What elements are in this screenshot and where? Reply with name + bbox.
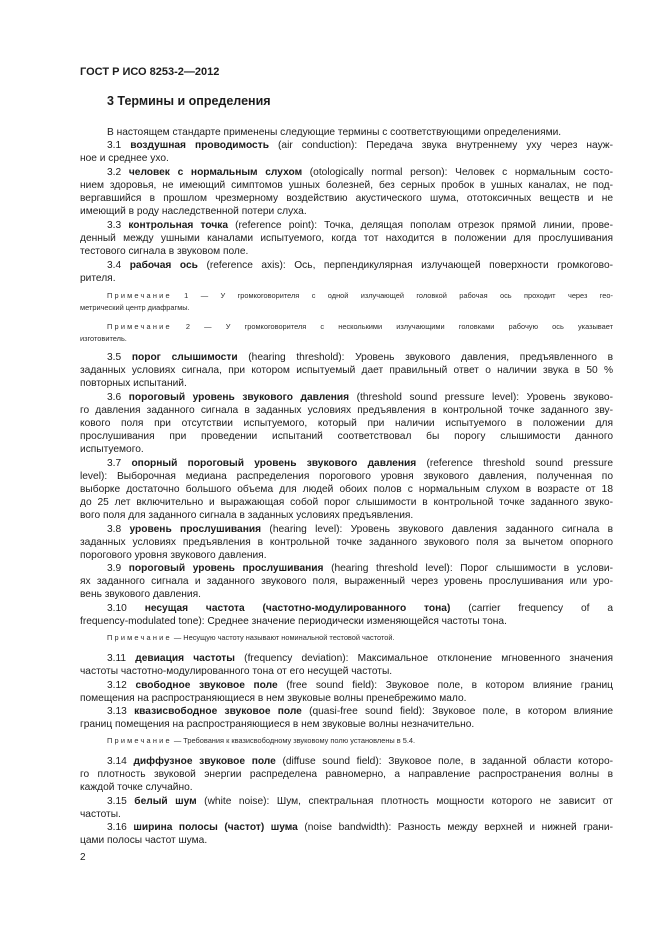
term-3-5-line: заданных условиях сигнала, при котором испытуемый дает правильный ответ о наличии звука в 50 % bbox=[80, 365, 613, 376]
term-3-9-line: вень звукового давления. bbox=[80, 589, 201, 600]
note-3: Примечание — Несущую частоту называют номинальной тестовой частотой. bbox=[107, 633, 395, 642]
term-3-15-line: частоты. bbox=[80, 809, 121, 820]
term-3-14-line: го плотность звуковой энергии распределена равномерно, а направление распространения волны в bbox=[80, 769, 613, 780]
term-3-2-line: имеющий в роду наследственной потери слуха. bbox=[80, 206, 307, 217]
term-3-14-line: каждой точке случайно. bbox=[80, 782, 193, 793]
note-1: Примечание 1 — У громкоговорителя с одной излучающей головкой рабочая ось проходит через гео- bbox=[107, 291, 613, 300]
document-header: ГОСТ Р ИСО 8253-2—2012 bbox=[80, 66, 220, 78]
term-3-11: 3.11 девиация частоты (frequency deviation): Максимальное отклонение мгновенного значения bbox=[107, 653, 613, 664]
term-3-6-line: испытуемого. bbox=[80, 444, 144, 455]
term-3-7-line: level): Выборочная медиана распределения порогового уровня звукового давления, полученная по bbox=[80, 471, 613, 482]
term-3-10: 3.10 несущая частота (частотно-модулированного тона) (carrier frequency of a bbox=[107, 603, 613, 614]
term-3-11-line: частоты частотно-модулированного тона от его несущей частоты. bbox=[80, 666, 393, 677]
term-3-6: 3.6 пороговый уровень звукового давления (threshold sound pressure level): Уровень звуково- bbox=[107, 392, 613, 403]
term-3-12-line: помещения на распространяющиеся в нем звуковые волны пренебрежимо мало. bbox=[80, 693, 467, 704]
term-3-6-line: кового поля при отсутствии испытуемого, который при наличии испытуемого в положении для bbox=[80, 418, 613, 429]
term-3-5-line: повторных испытаний. bbox=[80, 378, 187, 389]
term-3-7-line: до 25 лет включительно и выражающая собой порог слышимости в контрольной точке заданного звуко- bbox=[80, 497, 613, 508]
term-3-13-line: границ помещения на распространяющиеся в нем звуковые волны незначительно. bbox=[80, 719, 475, 730]
term-3-3-line: тестового сигнала в звуковом поле. bbox=[80, 246, 249, 257]
term-3-16: 3.16 ширина полосы (частот) шума (noise bandwidth): Разность между верхней и нижней грани- bbox=[107, 822, 613, 833]
term-3-16-line: цами полосы частот шума. bbox=[80, 835, 208, 846]
term-3-6-line: го давления заданного сигнала в заданных условиях предъявления в контрольной точке заданного зву- bbox=[80, 405, 613, 416]
term-3-2: 3.2 человек с нормальным слухом (otologically normal person): Человек с нормальным состо- bbox=[107, 167, 613, 178]
term-3-9: 3.9 пороговый уровень прослушивания (hearing threshold level): Порог слышимости в услови- bbox=[107, 563, 613, 574]
term-3-3-line: денный между ушными каналами испытуемого, когда тот находится в положении для прослушивания bbox=[80, 233, 613, 244]
term-3-2-line: вергавшийся в прошлом чрезмерному воздействию акустического шума, ототоксичных веществ и не bbox=[80, 193, 613, 204]
term-3-6-line: прослушивания при проведении испытаний соответствовал бы порогу слышимости данного bbox=[80, 431, 613, 442]
intro-text: В настоящем стандарте применены следующие термины с соответствующими определениями. bbox=[107, 127, 562, 138]
term-3-1: 3.1 воздушная проводимость (air conduction): Передача звука внутреннему уху через науж- bbox=[107, 140, 614, 151]
page-number: 2 bbox=[80, 852, 86, 863]
term-3-1-line: ное и среднее ухо. bbox=[80, 153, 169, 164]
note-2: Примечание 2 — У громкоговорителя с несколькими излучающими головками рабочую ось указывает bbox=[107, 322, 613, 331]
term-3-13: 3.13 квазисвободное звуковое поле (quasi-free sound field): Звуковое поле, в котором влияние bbox=[107, 706, 613, 717]
term-3-9-line: ях заданного сигнала и заданного звукового поля, выраженный через уровень прослушивания или уро- bbox=[80, 576, 613, 587]
term-3-7-line: вого поля для заданного сигнала в заданных условиях предъявления. bbox=[80, 510, 414, 521]
term-3-2-line: нием здоровья, не имеющий симптомов ушных болезней, без серных пробок в ушных каналах, не под- bbox=[80, 180, 613, 191]
term-3-4-line: рителя. bbox=[80, 273, 116, 284]
term-3-8-line: порогового уровня звукового давления. bbox=[80, 550, 267, 561]
term-3-14: 3.14 диффузное звуковое поле (diffuse sound field): Звуковое поле, в заданной области которо- bbox=[107, 756, 613, 767]
term-3-7-line: выборке достаточно большого объема для людей обоих полов с нормальным слухом в возрасте от 18 bbox=[80, 484, 613, 495]
term-3-4: 3.4 рабочая ось (reference axis): Ось, перпендикулярная излучающей поверхности громкогово- bbox=[107, 260, 613, 271]
term-3-5: 3.5 порог слышимости (hearing threshold): Уровень звукового давления, предъявленного в bbox=[107, 352, 613, 363]
term-3-10-line: frequency-modulated tone): Среднее значение периодически изменяющейся частоты тона. bbox=[80, 616, 507, 627]
term-3-8: 3.8 уровень прослушивания (hearing level): Уровень звукового давления заданного сигнала в bbox=[107, 524, 613, 535]
note-2-line: изготовитель. bbox=[80, 334, 127, 343]
section-title: 3 Термины и определения bbox=[107, 94, 271, 108]
term-3-3: 3.3 контрольная точка (reference point): Точка, делящая пополам отрезок прямой линии, прове- bbox=[107, 220, 613, 231]
term-3-12: 3.12 свободное звуковое поле (free sound field): Звуковое поле, в котором влияние границ bbox=[107, 680, 613, 691]
term-3-8-line: заданных условиях предъявления в контрольной точке заданного звукового поля за вычетом опорного bbox=[80, 537, 613, 548]
note-1-line: метрический центр диафрагмы. bbox=[80, 303, 190, 312]
term-3-15: 3.15 белый шум (white noise): Шум, спектральная плотность мощности которого не зависит от bbox=[107, 796, 613, 807]
term-3-7: 3.7 опорный пороговый уровень звукового давления (reference threshold sound pressure bbox=[107, 458, 613, 469]
note-4: Примечание — Требования к квазисвободному звуковому полю установлены в 5.4. bbox=[107, 736, 416, 745]
